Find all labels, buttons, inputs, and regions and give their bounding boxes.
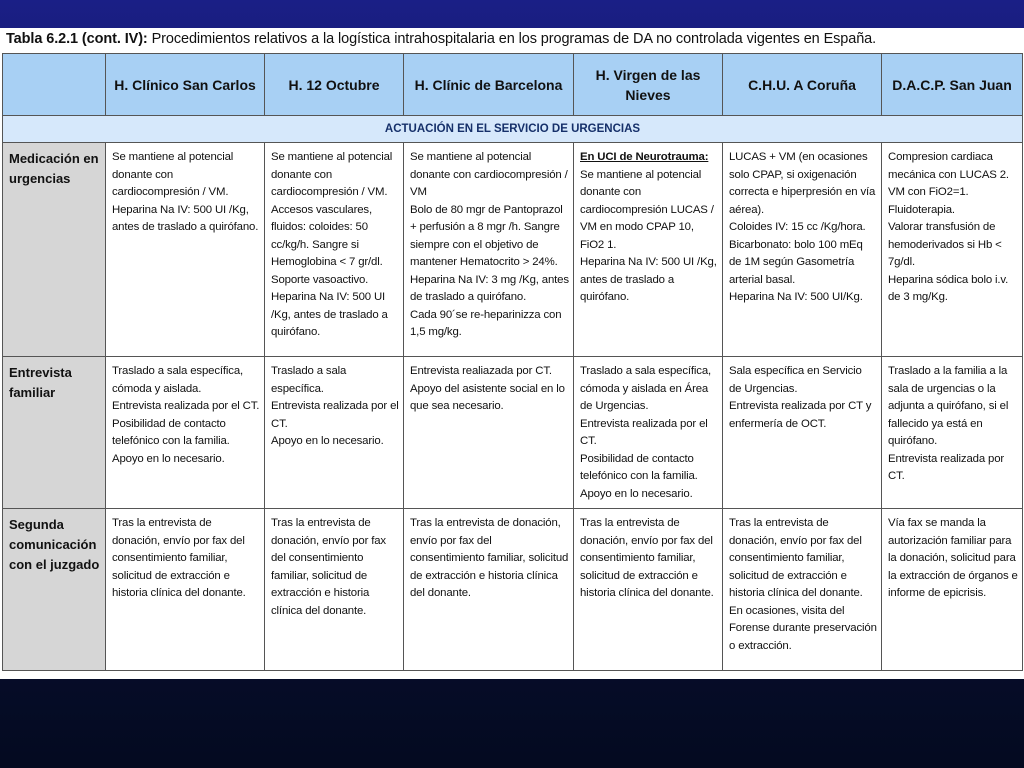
table-cell: Entrevista realiazada por CT. Apoyo del asistente social en lo que sea necesario. xyxy=(404,357,574,509)
table-cell: Tras la entrevista de donación, envío por fax del consentimiento familiar, solicitud de extracción e historia clínica del donante. xyxy=(404,509,574,671)
table-cell: Se mantiene al potencial donante con cardiocompresión / VM Bolo de 80 mgr de Pantoprazol + perfusión a 8 mgr /h. Sangre siempre con el objetivo de mantener Hematocrito > 24%. Heparina Na IV: 3 mg /Kg, antes de traslado a quirófano. Cada 90´se re-heparinizza con 1,5 mg/kg. xyxy=(404,143,574,357)
section-row xyxy=(3,116,1023,143)
column-header-chu-a-coruna: C.H.U. A Coruña xyxy=(723,54,882,116)
table-cell: Vía fax se manda la autorización familiar para la donación, solicitud para la extracción de órganos e informe de epicrisis. xyxy=(882,509,1023,671)
table-cell: Traslado a sala específica, cómoda y aislada en Área de Urgencias. Entrevista realizada por el CT. Posibilidad de contacto telefónico con la familia. Apoyo en lo necesario. xyxy=(574,357,723,509)
table-row xyxy=(3,357,1023,509)
column-header-h-12-octubre: H. 12 Octubre xyxy=(265,54,404,116)
table-caption-number: Tabla 6.2.1 (cont. IV): xyxy=(6,31,148,47)
slide-content xyxy=(0,28,1024,679)
table-cell: Se mantiene al potencial donante con cardiocompresión / VM. Heparina Na IV: 500 UI /Kg, antes de traslado a quirófano. xyxy=(106,143,265,357)
table-header-row xyxy=(3,54,1023,116)
table-cell: Se mantiene al potencial donante con cardiocompresión / VM. Accesos vasculares, fluidos: coloides: 50 cc/kg/h. Sangre si Hemoglobina < 7 gr/dl. Soporte vasoactivo. Heparina Na IV: 500 UI /Kg, antes de traslado a quirófano. xyxy=(265,143,404,357)
table-cell: Tras la entrevista de donación, envío por fax del consentimiento familiar, solicitud de extracción e historia clínica del donante. xyxy=(574,509,723,671)
procedures-table xyxy=(2,53,1023,671)
table-row xyxy=(3,509,1023,671)
table-cell xyxy=(574,143,723,357)
table-cell: Tras la entrevista de donación, envío por fax del consentimiento familiar, solicitud de extracción e historia clínica del donante. En ocasiones, visita del Forense durante preservación o extracción. xyxy=(723,509,882,671)
row-label: Entrevista familiar xyxy=(3,357,106,509)
table-cell: Traslado a la familia a la sala de urgencias o la adjunta a quirófano, si el fallecido ya está en quirófano. Entrevista realizada por CT. xyxy=(882,357,1023,509)
section-title: ACTUACIÓN EN EL SERVICIO DE URGENCIAS xyxy=(3,116,1023,143)
table-cell: Traslado a sala específica, cómoda y aislada. Entrevista realizada por el CT. Posibilidad de contacto telefónico con la familia. Apoyo en lo necesario. xyxy=(106,357,265,509)
row-label: Segunda comunicación con el juzgado xyxy=(3,509,106,671)
column-header-h-clinico-san-carlos: H. Clínico San Carlos xyxy=(106,54,265,116)
table-row xyxy=(3,143,1023,357)
table-cell: Tras la entrevista de donación, envío por fax del consentimiento familiar, solicitud de extracción e historia clínica del donante. xyxy=(265,509,404,671)
header-corner xyxy=(3,54,106,116)
table-cell: Traslado a sala específica. Entrevista realizada por el CT. Apoyo en lo necesario. xyxy=(265,357,404,509)
column-header-dacp-san-juan: D.A.C.P. San Juan xyxy=(882,54,1023,116)
table-caption xyxy=(6,31,1016,47)
table-cell: Tras la entrevista de donación, envío por fax del consentimiento familiar, solicitud de extracción e historia clínica del donante. xyxy=(106,509,265,671)
table-cell-text: Se mantiene al potencial donante con cardiocompresión LUCAS / VM en modo CPAP 10, FiO2 1. Heparina Na IV: 500 UI /Kg, antes de traslado a quirófano. xyxy=(580,168,717,303)
table-cell: Compresion cardiaca mecánica con LUCAS 2. VM con FiO2=1. Fluidoterapia. Valorar transfusión de hemoderivados si Hb < 7g/dl. Heparina sódica bolo i.v. de 3 mg/Kg. xyxy=(882,143,1023,357)
table-caption-text: Procedimientos relativos a la logística intrahospitalaria en los programas de DA no controlada vigentes en España. xyxy=(147,31,877,47)
uci-neurotrauma-label: En UCI de Neurotrauma: xyxy=(580,151,709,163)
column-header-h-virgen-nieves: H. Virgen de las Nieves xyxy=(574,54,723,116)
table-cell: LUCAS + VM (en ocasiones solo CPAP, si oxigenación correcta e hiperpresión en vía aérea). Coloides IV: 15 cc /Kg/hora. Bicarbonato: bolo 100 mEq de 1M según Gasometría arterial basal. Heparina Na IV: 500 UI/Kg. xyxy=(723,143,882,357)
table-cell: Sala específica en Servicio de Urgencias. Entrevista realizada por CT y enfermería de OCT. xyxy=(723,357,882,509)
column-header-h-clinic-barcelona: H. Clínic de Barcelona xyxy=(404,54,574,116)
row-label: Medicación en urgencias xyxy=(3,143,106,357)
